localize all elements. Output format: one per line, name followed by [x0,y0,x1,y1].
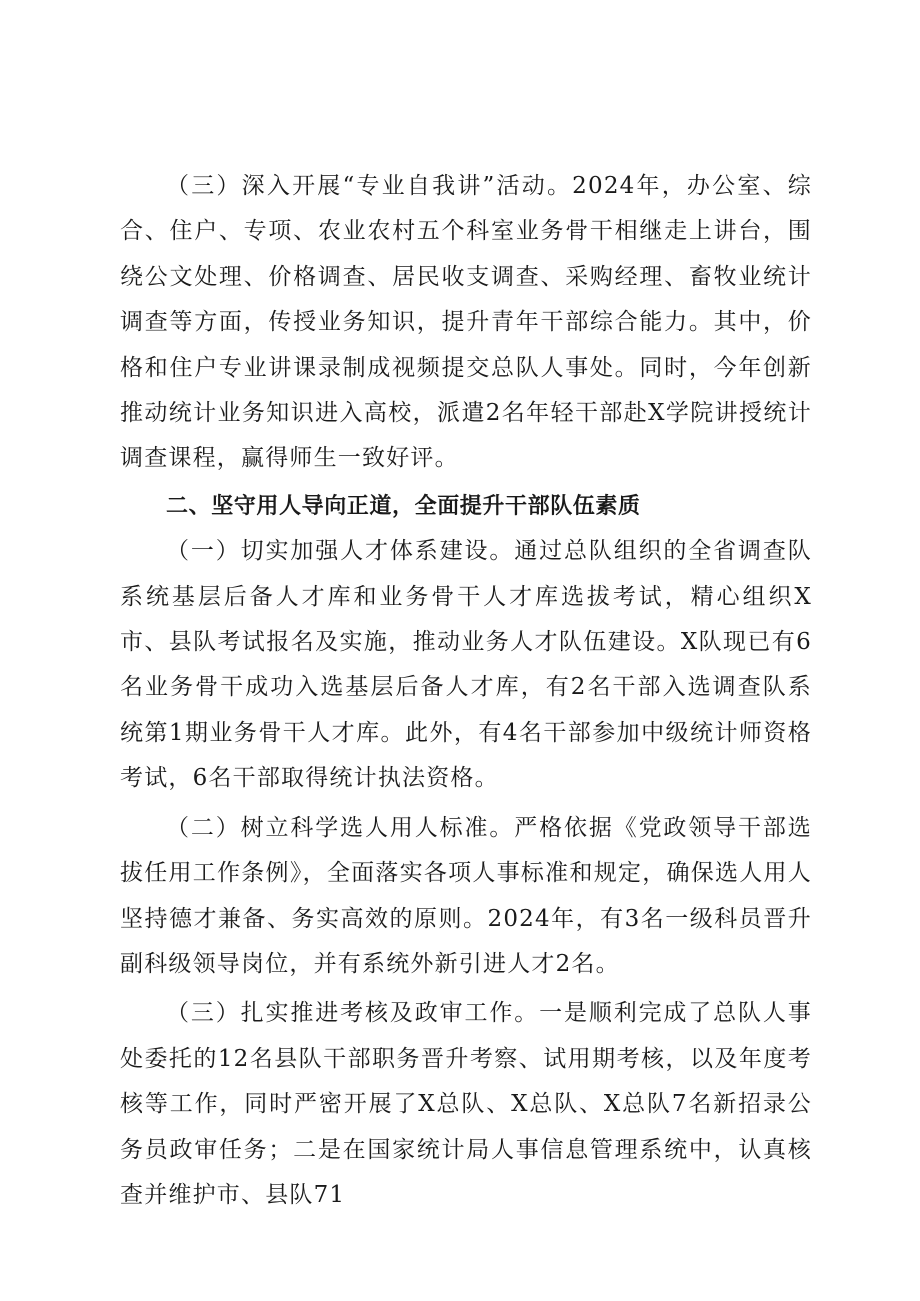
section-heading-2: 二、坚守用人导向正道，全面提升干部队伍素质 [166,493,641,519]
document-body [120,164,812,1218]
paragraph-assessment-review: （三）扎实推进考核及政审工作。一是顺利完成了总队人事处委托的12名县队干部职务晋升考察、试用期考核，以及年度考核等工作，同时严密开展了X总队、X总队、X总队7名新招录公务员政审任务；二是在国家统计局人事信息管理系统中，认真核查并维护市、县队71 [120,1000,812,1208]
paragraph-expert-lecture: （三）深入开展“专业自我讲”活动。2024年，办公室、综合、住户、专项、农业农村五个科室业务骨干相继走上讲台，围绕公文处理、价格调查、居民收支调查、采购经理、畜牧业统计调查等方面，传授业务知识，提升青年干部综合能力。其中，价格和住户专业讲课录制成视频提交总队人事处。同时，今年创新推动统计业务知识进入高校，派遣2名年轻干部赴X学院讲授统计调查课程，赢得师生一致好评。 [120,173,812,472]
paragraph-selection-standard: （二）树立科学选人用人标准。严格依据《党政领导干部选拔任用工作条例》，全面落实各项人事标准和规定，确保选人用人坚持德才兼备、务实高效的原则。2024年，有3名一级科员晋升副科级领导岗位，并有系统外新引进人才2名。 [120,814,812,977]
paragraph-talent-system: （一）切实加强人才体系建设。通过总队组织的全省调查队系统基层后备人才库和业务骨干人才库选拔考试，精心组织X市、县队考试报名及实施，推动业务人才队伍建设。X队现已有6名业务骨干成功入选基层后备人才库，有2名干部入选调查队系统第1期业务骨干人才库。此外，有4名干部参加中级统计师资格考试，6名干部取得统计执法资格。 [120,538,812,792]
